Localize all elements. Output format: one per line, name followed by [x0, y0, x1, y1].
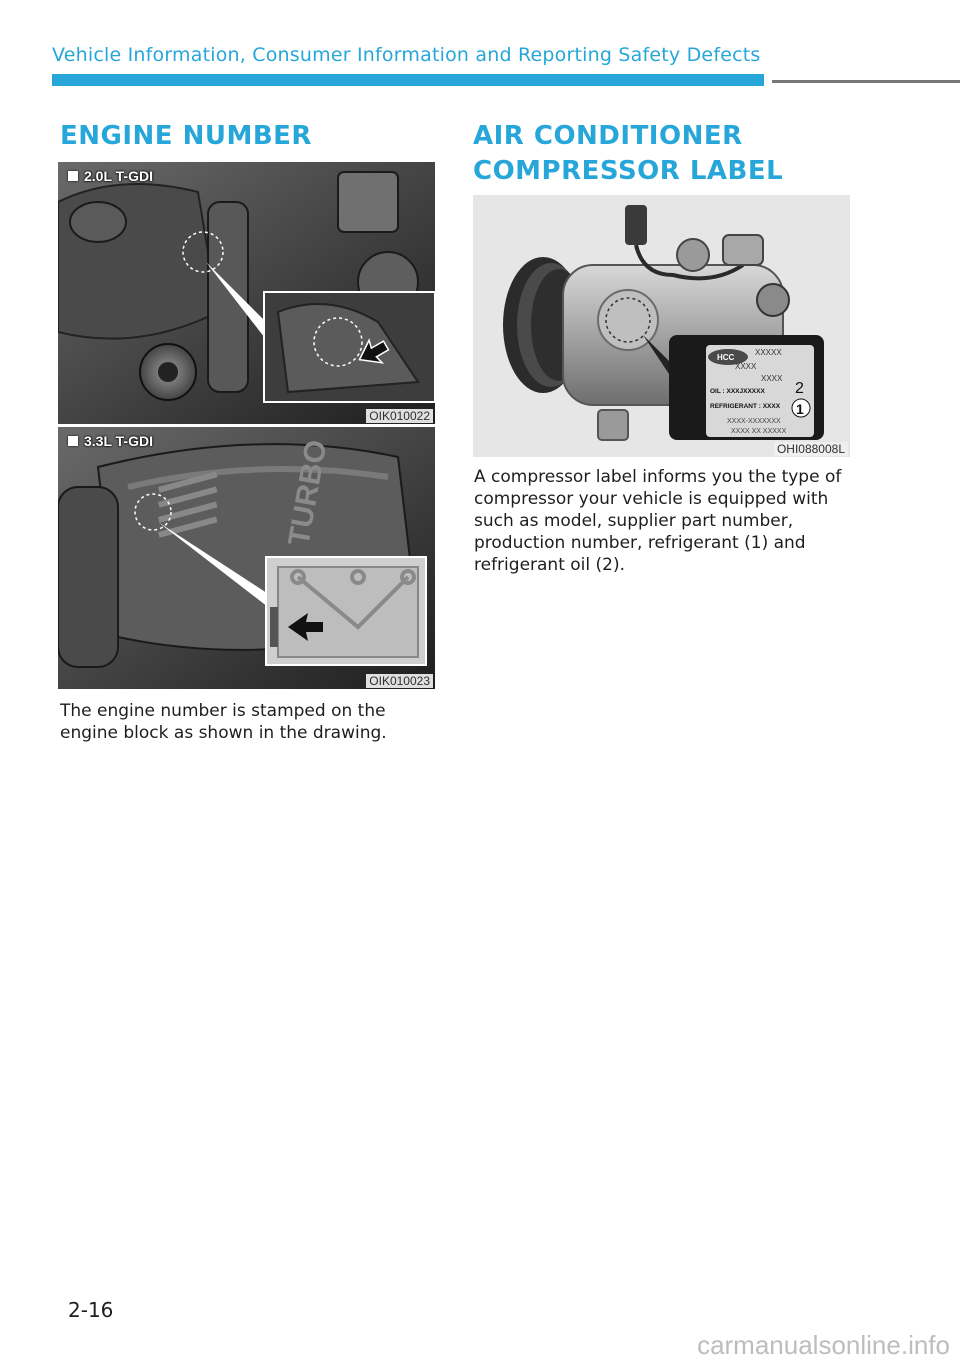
- callout-2: 2: [795, 380, 804, 397]
- variant-text: 2.0L T-GDI: [84, 168, 153, 184]
- variant-text: 3.3L T-GDI: [84, 433, 153, 449]
- header-divider: [772, 80, 960, 83]
- ac-heading-line1: AIR CONDITIONER: [473, 121, 743, 151]
- compressor-illustration: [473, 195, 850, 457]
- ac-compressor-body: A compressor label informs you the type of compressor your vehicle is equipped with such as model, supplier part number, production number, refrigerant (1) and refrigerant oil (2).: [474, 467, 842, 575]
- svg-text:TURBO: TURBO: [282, 437, 334, 549]
- figure-code: OHI088008L: [774, 442, 848, 456]
- engine-figure-2-0: [58, 162, 435, 424]
- square-bullet-icon: [68, 171, 78, 181]
- label-line: XXXX-XXXXXXX: [727, 418, 781, 425]
- label-line: XXXX: [761, 374, 783, 383]
- label-line: XXXX: [735, 362, 757, 371]
- figure-variant-label: [68, 168, 153, 184]
- engine-number-body: The engine number is stamped on the engine block as shown in the drawing.: [60, 701, 387, 743]
- ac-heading-line2: COMPRESSOR LABEL: [473, 156, 784, 186]
- label-line: XXXXX: [755, 348, 782, 357]
- engine-illustration-2-0: [58, 162, 435, 424]
- callout-1: 1: [796, 401, 804, 417]
- header-title: Vehicle Information, Consumer Information and Reporting Safety Defects: [52, 44, 761, 66]
- header-accent-bar: [52, 74, 764, 86]
- engine-illustration-3-3: [58, 427, 435, 689]
- label-line: REFRIGERANT : XXXX: [710, 403, 781, 410]
- figure-code: OIK010023: [366, 674, 433, 688]
- page-number: 2-16: [68, 1298, 114, 1322]
- square-bullet-icon: [68, 436, 78, 446]
- label-brand: HCC: [717, 353, 735, 362]
- watermark: carmanualsonline.info: [697, 1330, 950, 1360]
- compressor-figure: [473, 195, 850, 457]
- label-line: XXXX XX XXXXX: [731, 428, 787, 435]
- engine-figure-3-3: [58, 427, 435, 689]
- figure-code: OIK010022: [366, 409, 433, 423]
- label-line: OIL : XXXJXXXXX: [710, 388, 765, 395]
- engine-number-heading: ENGINE NUMBER: [60, 121, 312, 151]
- figure-variant-label: [68, 433, 153, 449]
